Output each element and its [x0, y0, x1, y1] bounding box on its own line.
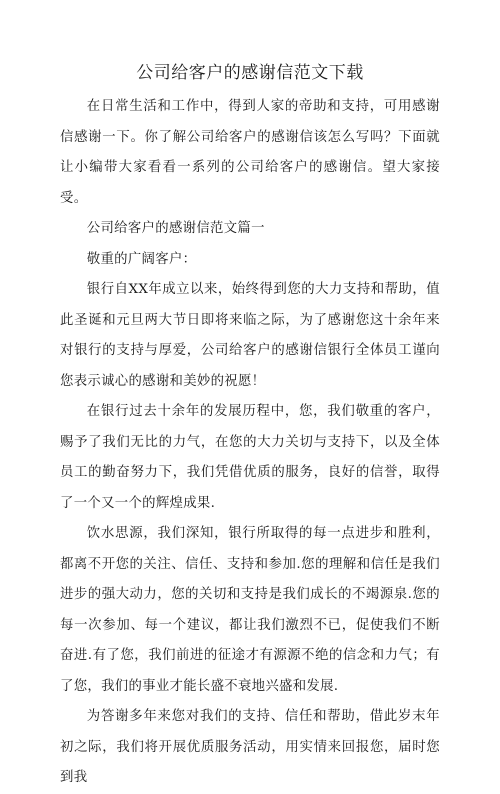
- body-paragraph: 饮水思源，我们深知，银行所取得的每一点进步和胜利，都离不开您的关注、信任、支持和参加.您的理解和信任是我们进步的强大动力，您的关切和支持是我们成长的不竭源泉.您的每一次参加、每一个建议，都让我们激烈不已，促使我们不断奋进.有了您，我们前进的征途才有源源不绝的信念和力气；有了您，我们的事业才能长盛不衰地兴盛和发展.: [60, 526, 440, 694]
- section-heading: 公司给客户的感谢信范文篇一: [86, 221, 265, 236]
- document-page: [60, 60, 440, 794]
- salutation: 敬重的广阔客户：: [86, 251, 197, 267]
- body-paragraph: 为答谢多年来您对我们的支持、信任和帮助，借此岁末年初之际，我们将开展优质服务活动，用实情来回报您，届时您到我: [60, 709, 440, 785]
- intro-paragraph: 在日常生活和工作中，得到人家的帝助和支持，可用感谢信感谢一下。你了解公司给客户的感谢信该怎么写吗？下面就让小编带大家看看一系列的公司给客户的感谢信。望大家接受。: [60, 99, 440, 206]
- body-paragraph: 银行自XX年成立以来，始终得到您的大力支持和帮助，值此圣诞和元旦两大节日即将来临之际，为了感谢您这十余年来对银行的支持与厚爱，公司给客户的感谢信银行全体员工谨向您表示诚心的感谢和美妙的祝愿！: [60, 282, 440, 389]
- body-paragraph: 在银行过去十余年的发展历程中，您，我们敬重的客户，赐予了我们无比的力气，在您的大力关切与支持下，以及全体员工的勤奋努力下，我们凭借优质的服务，良好的信誉，取得了一个又一个的辉煌成果.: [60, 404, 440, 511]
- document-title: 公司给客户的感谢信范文下载: [136, 63, 364, 83]
